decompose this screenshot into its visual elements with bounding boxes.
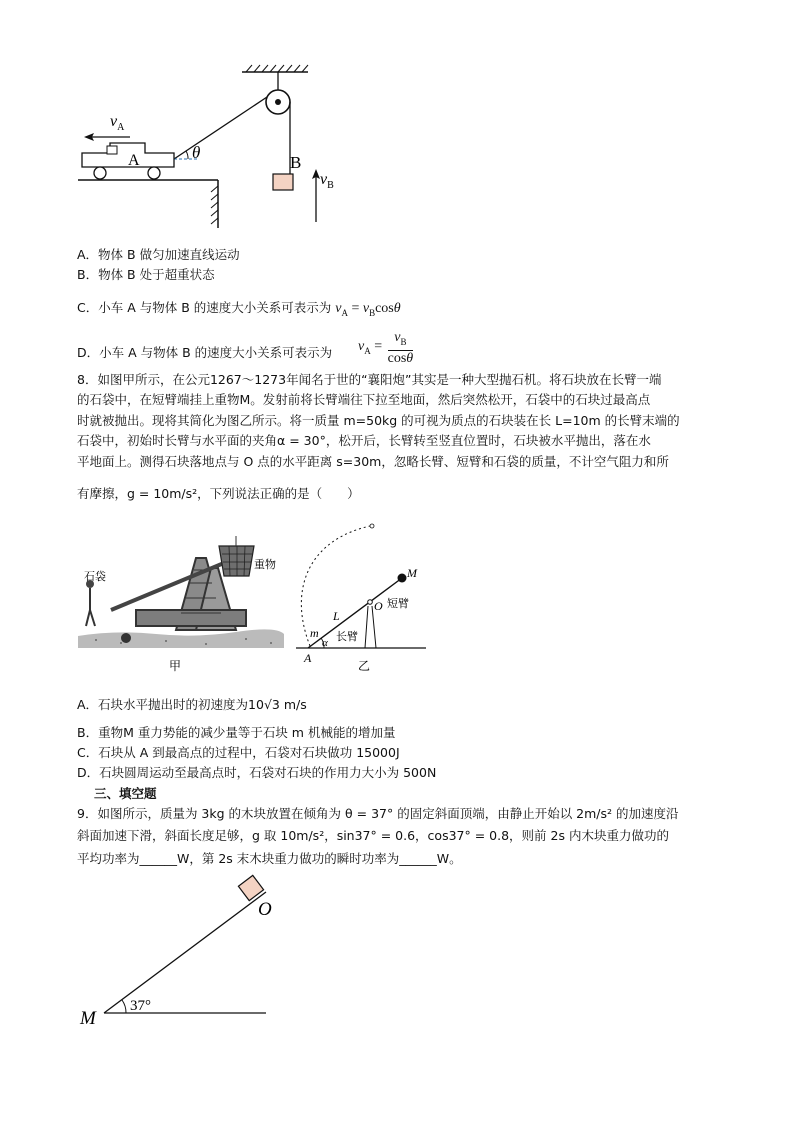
caption-jia: 甲 (169, 659, 182, 673)
q9-figure (70, 870, 310, 1040)
theta-arc (186, 151, 188, 159)
q7-formula-d: $v_A$ = $\frac{v_B}{\cos\theta}$ (358, 330, 414, 366)
pulley-axle (275, 99, 281, 105)
rope-to-car (174, 97, 267, 159)
velocity-b-label: $v_B$ (320, 171, 334, 191)
label-M: M (80, 1008, 96, 1029)
q8-line-2: 的石袋中，在短臂端挂上重物M。发射前将长臂端往下拉至地面，然后突然松开，石袋中的石块过最高点 (77, 392, 651, 407)
label-alpha: α (322, 637, 328, 649)
q8-option-a: A．石块水平抛出时的初速度为10√3 m/s (77, 697, 307, 712)
q8-figure-jia (76, 518, 286, 678)
block-b-label: B (290, 153, 302, 172)
launch-point (370, 524, 374, 528)
wall-hatch (211, 186, 218, 224)
block-b (273, 174, 293, 190)
support-left (365, 606, 368, 648)
label-O: O (374, 599, 383, 613)
angle-arc (122, 1000, 126, 1013)
person-legs (86, 610, 90, 626)
q8-line-6: 有摩擦，g = 10m/s²，下列说法正确的是（ ） (77, 486, 360, 501)
label-weight: 重物 (254, 558, 276, 571)
theta-label: θ (192, 143, 201, 162)
q8-option-d: D．石块圆周运动至最高点时，石袋对石块的作用力大小为 500N (77, 765, 437, 780)
car-wheel-left (94, 167, 106, 179)
label-m: m (310, 626, 319, 640)
q9-line-3: 平均功率为______W，第 2s 末木块重力做功的瞬时功率为______W。 (77, 851, 462, 866)
incline-surface (104, 892, 266, 1013)
label-angle: 37° (130, 998, 151, 1014)
q8-line-3: 时就被抛出。现将其简化为图乙所示。将一质量 m=50kg 的可视为质点的石块装在长 L=10m 的长臂末端的 (77, 413, 680, 428)
q7-figure (70, 62, 370, 232)
q8-line-5: 平地面上。测得石块落地点与 O 点的水平距离 s=30m，忽略长臂、短臂和石袋的质量，不计空气阻力和所 (77, 454, 669, 469)
q7-option-d: D．小车 A 与物体 B 的速度大小关系可表示为 (77, 345, 333, 360)
label-M: M (407, 566, 417, 580)
ceiling-hatch (246, 65, 308, 72)
label-stone-bag: 石袋 (84, 570, 106, 583)
q7-option-a: A．物体 B 做匀加速直线运动 (77, 247, 240, 262)
q8-figure-yi (288, 520, 428, 675)
velocity-a-label: $v_A$ (110, 113, 125, 133)
person-legs-2 (90, 610, 95, 626)
q8-line-1: 8．如图甲所示，在公元1267～1273年闻名于世的“襄阳炮”其实是一种大型抛石机。将石块放在长臂一端 (77, 372, 662, 387)
q7-formula-c: $v_A = v_B\cos\theta$ (335, 301, 401, 318)
car-wheel-right (148, 167, 160, 179)
caption-yi: 乙 (358, 659, 371, 673)
q8-option-c: C．石块从 A 到最高点的过程中，石袋对石块做功 15000J (77, 745, 400, 760)
car-window (107, 146, 117, 154)
q8-option-b: B．重物M 重力势能的减少量等于石块 m 机械能的增加量 (77, 725, 396, 740)
label-A: A (304, 651, 312, 665)
stone-ball (121, 633, 131, 643)
q7-option-c: C．小车 A 与物体 B 的速度大小关系可表示为 $v_A = v_B\cos\theta$ (77, 300, 401, 318)
q9-line-2: 斜面加速下滑，斜面长度足够，g 取 10m/s²，sin37° = 0.6，cos37° = 0.8，则前 2s 内木块重力做功的 (77, 828, 669, 843)
weight-m (398, 574, 407, 583)
weight-basket (219, 546, 254, 576)
q9-line-1: 9．如图所示，质量为 3kg 的木块放置在倾角为 θ = 37° 的固定斜面顶端，由静止开始以 2m/s² 的加速度沿 (77, 806, 679, 821)
label-O: O (258, 899, 272, 920)
q8-line-4: 石袋中，初始时长臂与水平面的夹角α = 30°，松开后，长臂转至竖直位置时，石块被水平抛出，落在水 (77, 433, 651, 448)
pivot-o (368, 600, 373, 605)
label-short-arm: 短臂 (387, 597, 409, 610)
label-long-arm: 长臂 (336, 630, 358, 643)
ground-texture (78, 629, 284, 648)
label-L: L (333, 609, 340, 623)
q7-option-b: B．物体 B 处于超重状态 (77, 267, 215, 282)
section-title: 三、填空题 (94, 786, 157, 801)
car-label: A (128, 152, 140, 169)
